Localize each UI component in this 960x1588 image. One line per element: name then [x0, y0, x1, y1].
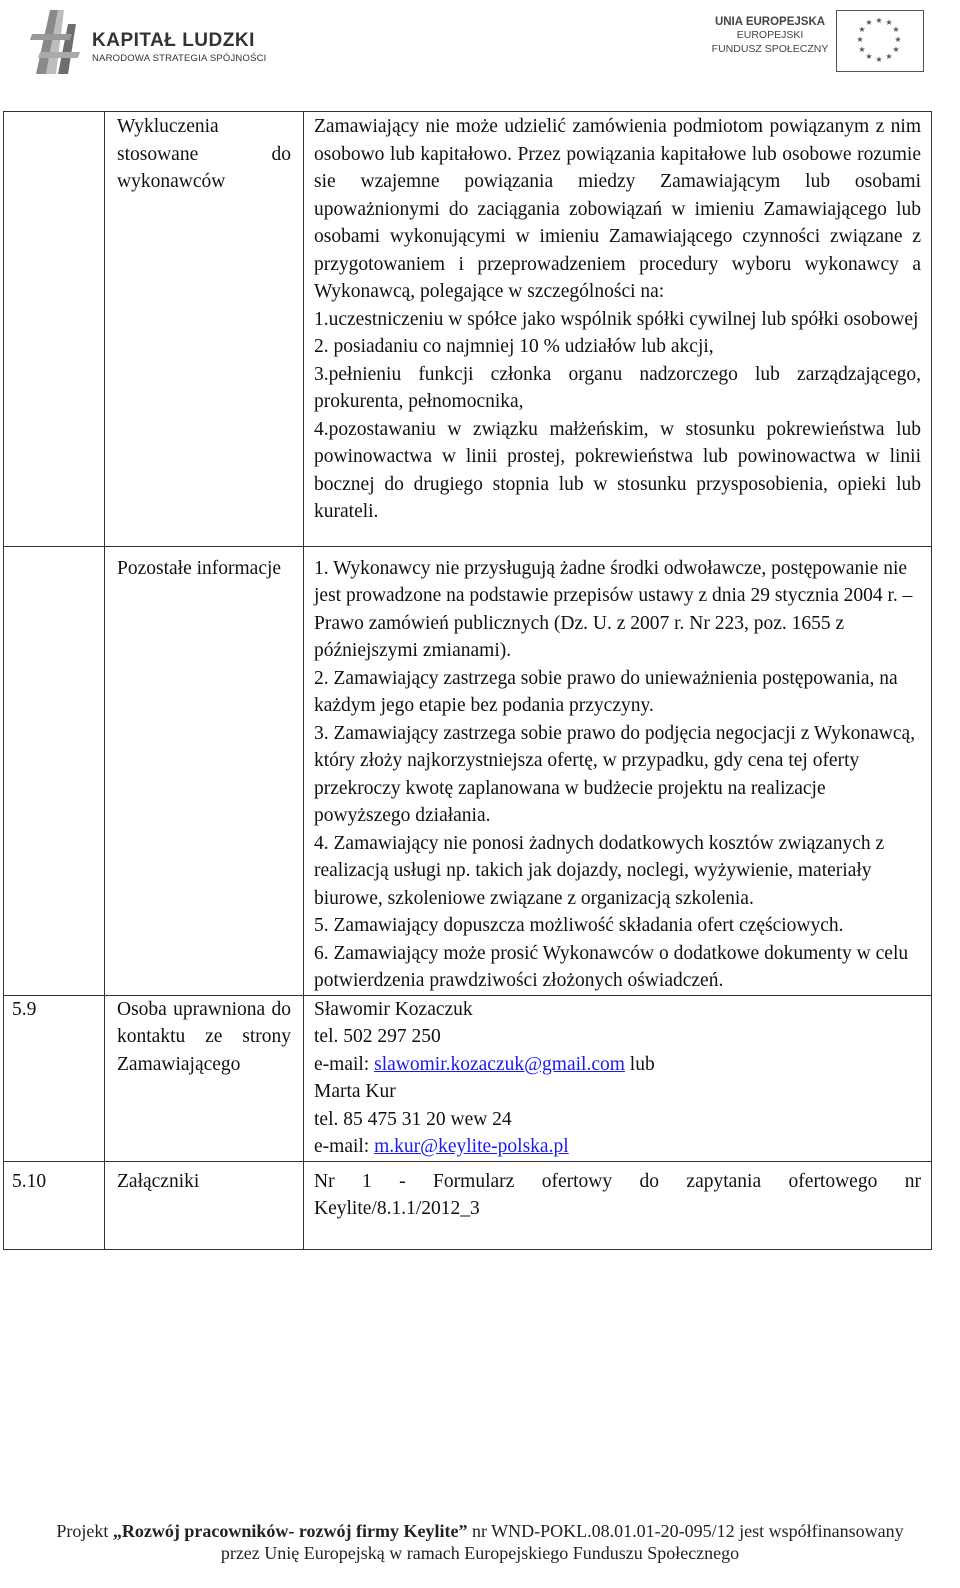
- kapital-ludzki-logo: [28, 4, 267, 76]
- svg-text:★: ★: [892, 25, 900, 34]
- list-item: 2. Zamawiający zastrzega sobie prawo do unieważnienia postępowania, na każdym jego etapie bez podania przyczyny.: [314, 667, 898, 716]
- email-prefix: e-mail:: [314, 1053, 375, 1075]
- list-item: 2. posiadaniu co najmniej 10 % udziałów lub akcji,: [314, 336, 714, 357]
- attachment-line: Nr 1 - Formularz ofertowy do zapytania ofertowego nr: [314, 1170, 921, 1192]
- footer-line1: [0, 1520, 960, 1542]
- eu-logo: [710, 8, 930, 78]
- footer-project-title: „Rozwój pracowników- rozwój firmy Keylite”: [112, 1521, 468, 1541]
- exclusions-intro: Zamawiający nie może udzielić zamówienia podmiotom powiązanym z nim osobowo lub kapitałowo. Przez powiązania kapitałowe lub osobowe rozumie sie wzajemne powiązania miedzy Zamawiającym lub osobami upoważnionymi do zaciągania zobowiązań w imieniu Zamawiającego lub osobami wykonującymi w imieniu Zamawiającego czynności związane z przygotowaniem i przeprowadzeniem procedury wyboru wykonawcy a Wykonawcą, polegające w szczególności na:: [314, 116, 921, 302]
- table-row: [4, 1161, 932, 1249]
- svg-text:★: ★: [894, 35, 902, 44]
- eu-logo-text: [710, 16, 830, 56]
- email-connector: lub: [624, 1053, 655, 1075]
- row-number-cell: [4, 112, 105, 547]
- list-item: 3.pełnieniu funkcji członka organu nadzorczego lub zarządzającego, prokurenta, pełnomocnika,: [314, 363, 921, 412]
- contact-content: [304, 995, 932, 1161]
- svg-text:★: ★: [892, 45, 900, 54]
- list-item: 4. Zamawiający nie ponosi żadnych dodatkowych kosztów związanych z realizacją usługi np. takich jak dojazdy, noclegi, wyżywienie, materiały biurowe, szkoleniowe związane z organizacją szkolenia.: [314, 832, 885, 909]
- row-label: Załączniki: [105, 1161, 304, 1249]
- contact-name: Sławomir Kozaczuk: [314, 998, 473, 1020]
- row-label: Pozostałe informacje: [105, 546, 304, 995]
- svg-text:★: ★: [885, 52, 893, 61]
- contact-email-line: [314, 1133, 921, 1161]
- row-label: Wykluczenia stosowane do wykonawców: [105, 112, 304, 547]
- footer-prefix: Projekt: [56, 1521, 113, 1541]
- list-item: 1.uczestniczeniu w spółce jako wspólnik spółki cywilnej lub spółki osobowej: [314, 308, 919, 330]
- contact-phone: tel. 502 297 250: [314, 1026, 441, 1047]
- row-number: 5.9: [4, 995, 105, 1161]
- kapital-ludzki-emblem-icon: [28, 4, 88, 76]
- table-row: [4, 546, 932, 995]
- table-row: [4, 112, 932, 547]
- list-item: 6. Zamawiający może prosić Wykonawców o dodatkowe dokumenty w celu potwierdzenia prawdziwości złożonych oświadczeń.: [314, 942, 909, 991]
- email-prefix: e-mail:: [314, 1136, 375, 1157]
- email-link[interactable]: slawomir.kozaczuk@gmail.com: [374, 1053, 625, 1075]
- svg-text:★: ★: [865, 52, 873, 61]
- svg-text:★: ★: [858, 45, 866, 54]
- eu-flag-icon: [836, 10, 924, 72]
- svg-text:★: ★: [885, 18, 893, 27]
- list-item: 4.pozostawaniu w związku małżeńskim, w stosunku pokrewieństwa lub powinowactwa w linii prostej, pokrewieństwa lub powinowactwa w linii bocznej do drugiego stopnia lub w stosunku przysposobienia, opieki lub kurateli.: [314, 418, 921, 522]
- row-number: 5.10: [4, 1161, 105, 1249]
- list-item: 3. Zamawiający zastrzega sobie prawo do podjęcia negocjacji z Wykonawcą, który złoży najkorzystniejsza ofertę, w przypadku, gdy cena tej oferty przekroczy kwotę zaplanowana w budżecie projektu na realizacje powyższego działania.: [314, 722, 916, 826]
- contact-name: Marta Kur: [314, 1081, 396, 1102]
- list-item: 1. Wykonawcy nie przysługują żadne środki odwoławcze, postępowanie nie jest prowadzone na podstawie przepisów ustawy z dnia 29 stycznia 2004 r. – Prawo zamówień publicznych (Dz. U. z 2007 r. Nr 223, poz. 1655 z późniejszymi zmianami).: [314, 557, 913, 661]
- other-info-content: [304, 546, 932, 995]
- svg-text:★: ★: [856, 35, 864, 44]
- eu-logo-line2: EUROPEJSKI: [736, 29, 804, 41]
- footer-suffix: nr WND-POKL.08.01.01-20-095/12 jest współfinansowany: [467, 1521, 904, 1541]
- row-label: Osoba uprawniona do kontaktu ze strony Zamawiającego: [105, 995, 304, 1161]
- eu-logo-line1: UNIA EUROPEJSKA: [714, 16, 826, 28]
- page-footer: [0, 1520, 960, 1564]
- attachments-content: [304, 1161, 932, 1249]
- svg-text:★: ★: [865, 18, 873, 27]
- logo-subtitle: NARODOWA STRATEGIA SPÓJNOŚCI: [92, 53, 267, 64]
- logo-title: KAPITAŁ LUDZKI: [92, 30, 255, 51]
- contact-email-line: [314, 1051, 921, 1079]
- email-link[interactable]: m.kur@keylite-polska.pl: [374, 1136, 569, 1157]
- procurement-table: [3, 111, 932, 1250]
- exclusions-content: [304, 112, 932, 547]
- svg-text:★: ★: [858, 25, 866, 34]
- svg-text:★: ★: [875, 55, 883, 64]
- eu-logo-line3: FUNDUSZ SPOŁECZNY: [711, 43, 829, 55]
- footer-line2: przez Unię Europejską w ramach Europejskiego Funduszu Społecznego: [220, 1543, 740, 1563]
- attachment-line: Keylite/8.1.1/2012_3: [314, 1198, 480, 1219]
- svg-text:★: ★: [875, 16, 883, 25]
- list-item: 5. Zamawiający dopuszcza możliwość składania ofert częściowych.: [314, 915, 844, 936]
- contact-phone: tel. 85 475 31 20 wew 24: [314, 1108, 512, 1130]
- page-header: [0, 0, 960, 90]
- table-row: [4, 995, 932, 1161]
- row-number-cell: [4, 546, 105, 995]
